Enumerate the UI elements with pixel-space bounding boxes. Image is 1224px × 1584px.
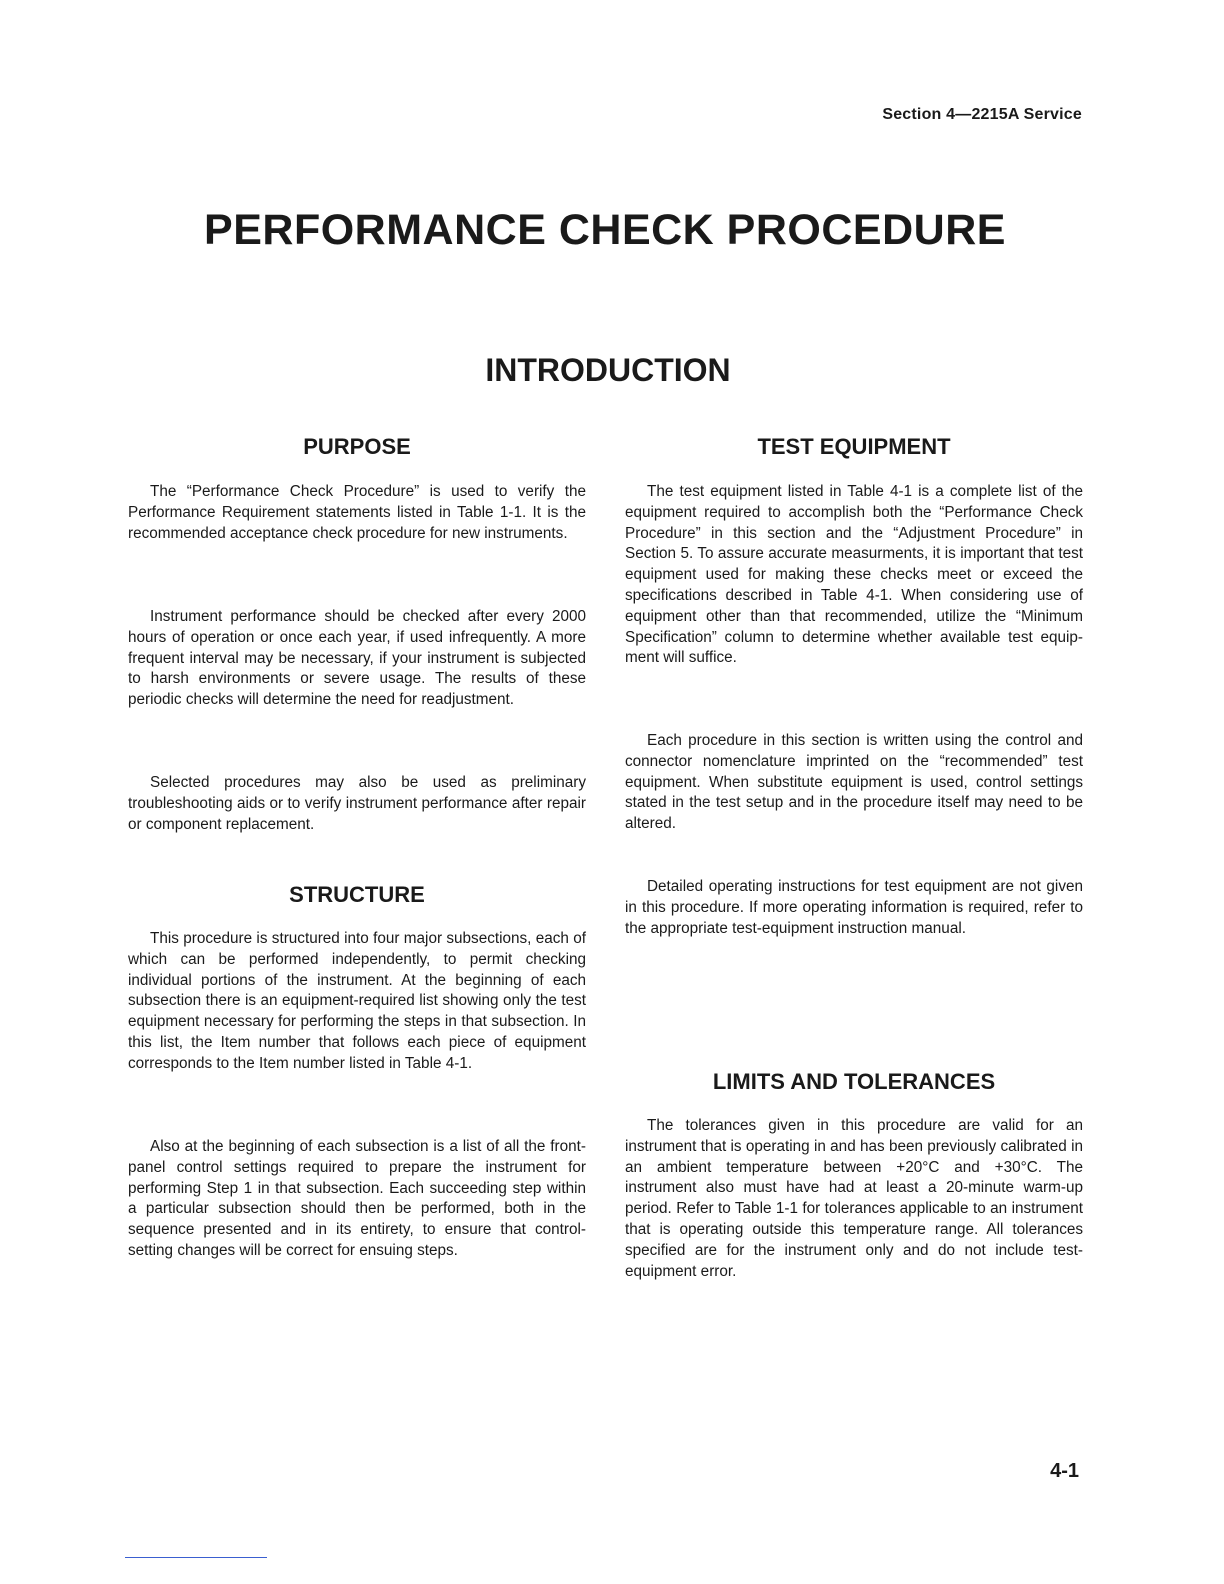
limits-heading: LIMITS AND TOLERANCES <box>712 1069 996 1094</box>
structure-paragraph-2: Also at the beginning of each subsection is a list of all the front-panel control settings required to prepare the instrument for performing Step 1 in that subsection. Each succeeding step within a particular subsection should then be performed, both in the sequence presented and in its entirety, to ensure that control-setting changes will be correct for ensuing steps. <box>128 1138 586 1259</box>
purpose-heading: PURPOSE <box>303 434 411 459</box>
structure-heading: STRUCTURE <box>289 882 425 907</box>
introduction-heading: INTRODUCTION <box>485 352 731 388</box>
section-header: Section 4—2215A Service <box>882 106 1082 123</box>
test-equipment-paragraph-2: Each procedure in this section is written using the control and connector nomenclature imprinted on the “recommended” test equipment. When substitute equipment is used, control settings stated in the test setup and in the procedure itself may need to be altered. <box>625 732 1083 833</box>
structure-paragraph-1: This procedure is structured into four major subsections, each of which can be performed independently, to permit checking individual portions of the instrument. At the beginning of each subsection there is an equipment-required list showing only the test equipment necessary for performing the steps in that subsection. In this list, the Item number that follows each piece of equipment corresponds to the Item number listed in Table 4-1. <box>128 930 586 1072</box>
purpose-paragraph-3: Selected procedures may also be used as preliminary troubleshooting aids or to verify instrument performance after repair or component replacement. <box>128 774 586 833</box>
purpose-paragraph-2: Instrument performance should be checked after every 2000 hours of operation or once each year, if used infrequently. A more frequent interval may be necessary, if your instrument is subjected to harsh environments or severe usage. The results of these periodic checks will determine the need for readjustment. <box>128 608 586 709</box>
purpose-paragraph-1: The “Performance Check Procedure” is used to verify the Performance Requirement statements listed in Table 1-1. It is the recommended acceptance check procedure for new instruments. <box>128 483 586 542</box>
limits-paragraph-1: The tolerances given in this procedure are valid for an instrument that is operating in and has been previously calibrated in an ambient temperature between +20°C and +30°C. The instrument also must have had at least a 20-minute warm-up period. Refer to Table 1-1 for tolerances applicable to an instrument that is operating outside this temperature range. All tolerances specified are for the instrument only and do not include test-equipment error. <box>625 1117 1083 1280</box>
test-equipment-heading: TEST EQUIPMENT <box>757 434 951 459</box>
test-equipment-paragraph-3: Detailed operating instructions for test equipment are not given in this procedure. If more operating information is required, refer to the appropriate test-equipment instruction manual. <box>625 878 1083 937</box>
footer-rule <box>125 1557 267 1558</box>
test-equipment-paragraph-1: The test equipment listed in Table 4-1 is a complete list of the equipment required to accomplish both the “Performance Check Procedure” in this section and the “Adjustment Procedure” in Section 5. To assure accurate measurments, it is important that test equipment used for making these checks meet or exceed the specifications described in Table 4-1. When considering use of equipment other than that recommended, utilize the “Minimum Specification” column to determine whether available test equipment will suffice. <box>625 483 1083 667</box>
page-title: PERFORMANCE CHECK PROCEDURE <box>204 206 1006 254</box>
page-number: 4-1 <box>1050 1460 1079 1482</box>
